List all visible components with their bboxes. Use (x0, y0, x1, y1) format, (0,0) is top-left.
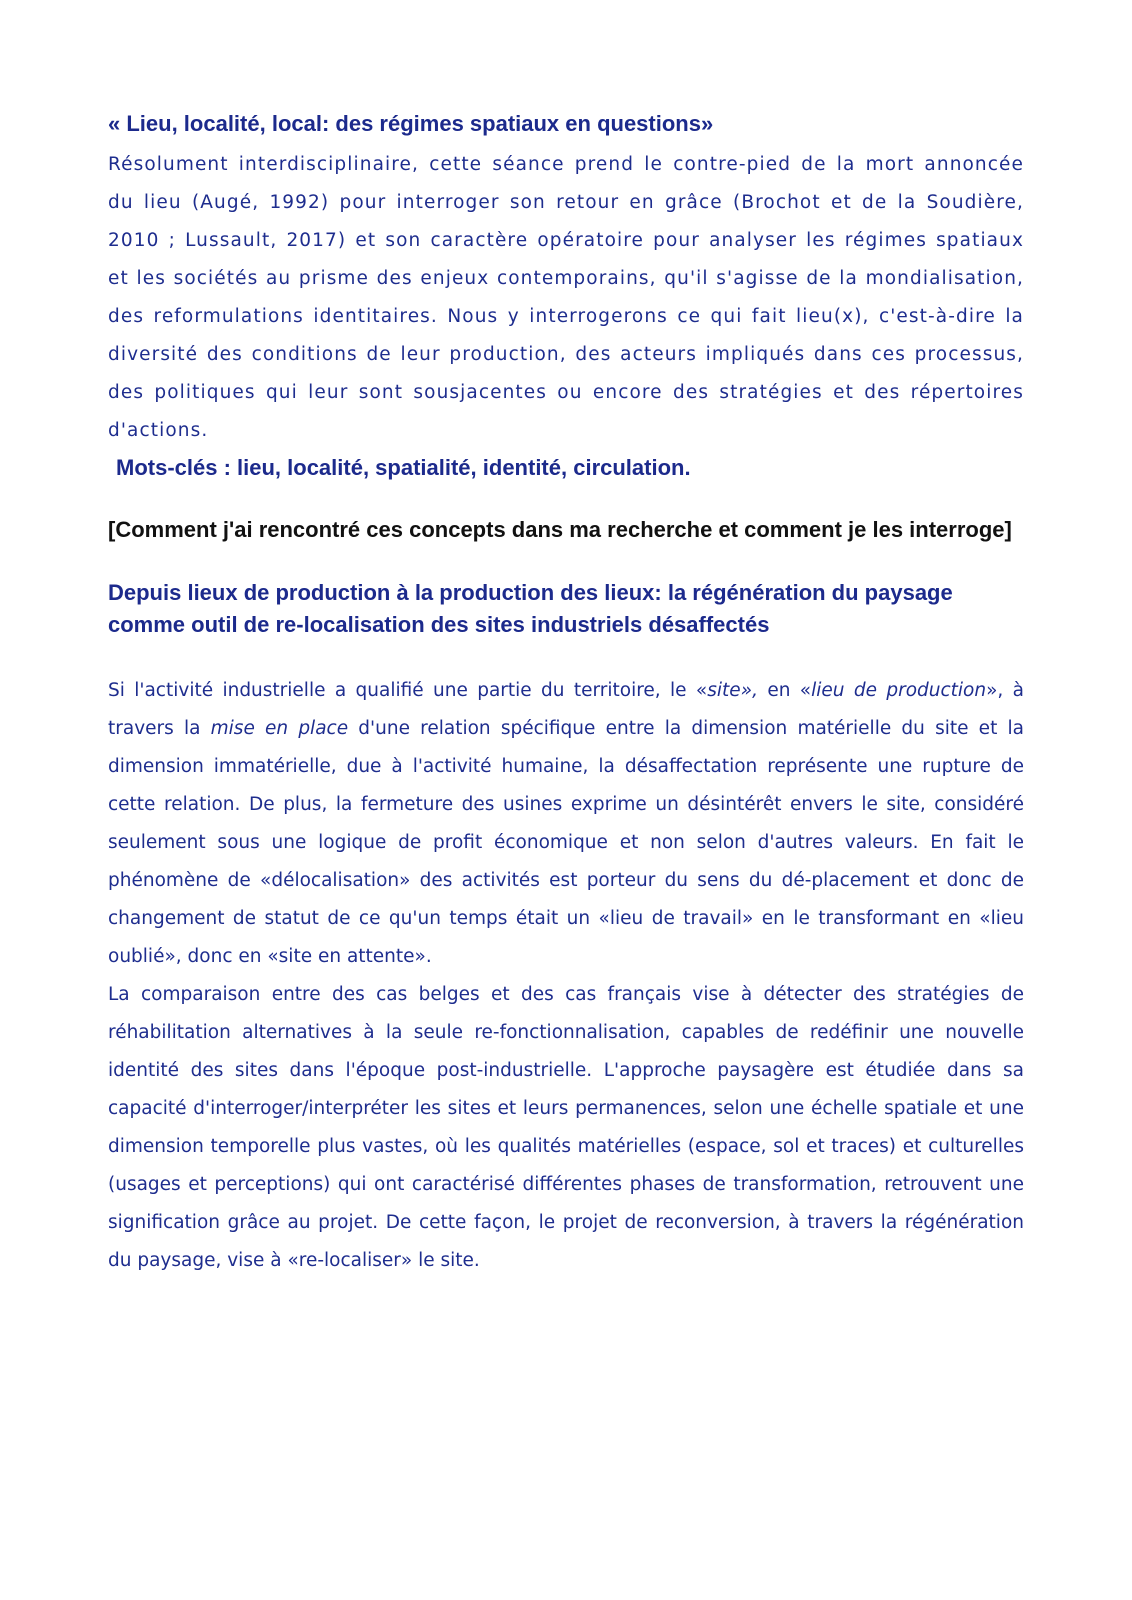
p1-italic-site: site», (707, 680, 758, 701)
p1-text-3: », à travers la (108, 680, 1025, 739)
keywords-line: Mots-clés : lieu, localité, spatialité, identité, circulation. (116, 455, 691, 480)
p1-text-2: en « (757, 680, 812, 701)
research-title: Depuis lieux de production à la production des lieux: la régénération du paysage comme outil de re-localisation des sites industriels désaffectés (108, 580, 953, 637)
p1-italic-mise-en-place: mise en place (210, 718, 349, 739)
research-paragraph-2: La comparaison entre des cas belges et des cas français vise à détecter des stratégies de réhabilitation alternatives à la seule re-fonctionnalisation, capables de redéfinir une nouvelle identité des sites dans l'époque post-industrielle. L'approche paysagère est étudiée dans sa capacité d'interroger/interpréter les sites et leurs permanences, selon une échelle spatiale et une dimension temporelle plus vastes, où les qualités matérielles (espace, sol et traces) et culturelles (usages et perceptions) qui ont caractérisé différentes phases de transformation, retrouvent une signification grâce au projet. De cette façon, le projet de reconversion, à travers la régénération du paysage, vise à «re-localiser» le site. (108, 984, 1024, 1271)
p1-text-4: d'une relation spécifique entre la dimension matérielle du site et la dimension immatérielle, due à l'activité humaine, la désaffectation représente une rupture de cette relation. De plus, la fermeture des usines exprime un désintérêt envers le site, considéré seulement sous une logique de profit économique et non selon d'autres valeurs. En fait le phénomène de «délocalisation» des activités est porteur du sens du dé-placement et donc de changement de statut de ce qu'un temps était un «lieu de travail» en le transformant en «lieu oublié», donc en «site en attente». (108, 718, 1024, 967)
p1-italic-lieu-de-production: lieu de production (811, 680, 987, 701)
session-abstract: Résolument interdisciplinaire, cette séance prend le contre-pied de la mort annoncée du lieu (Augé, 1992) pour interroger son retour en grâce (Brochot et de la Soudière, 2010 ; Lussault, 2017) et son caractère opératoire pour analyser les régimes spatiaux et les sociétés au prisme des enjeux contemporains, qu'il s'agisse de la mondialisation, des reformulations identitaires. Nous y interrogerons ce qui fait lieu(x), c'est-à-dire la diversité des conditions de leur production, des acteurs impliqués dans ces processus, des politiques qui leur sont sousjacentes ou encore des stratégies et des répertoires d'actions. (108, 154, 1024, 441)
bracket-heading: [Comment j'ai rencontré ces concepts dans ma recherche et comment je les interroge] (108, 517, 1012, 542)
session-title: « Lieu, localité, local: des régimes spatiaux en questions» (108, 111, 714, 136)
p1-text-1: Si l'activité industrielle a qualifié une partie du territoire, le « (108, 680, 708, 701)
page-content (108, 108, 1024, 1280)
research-paragraph-1 (108, 672, 1024, 976)
